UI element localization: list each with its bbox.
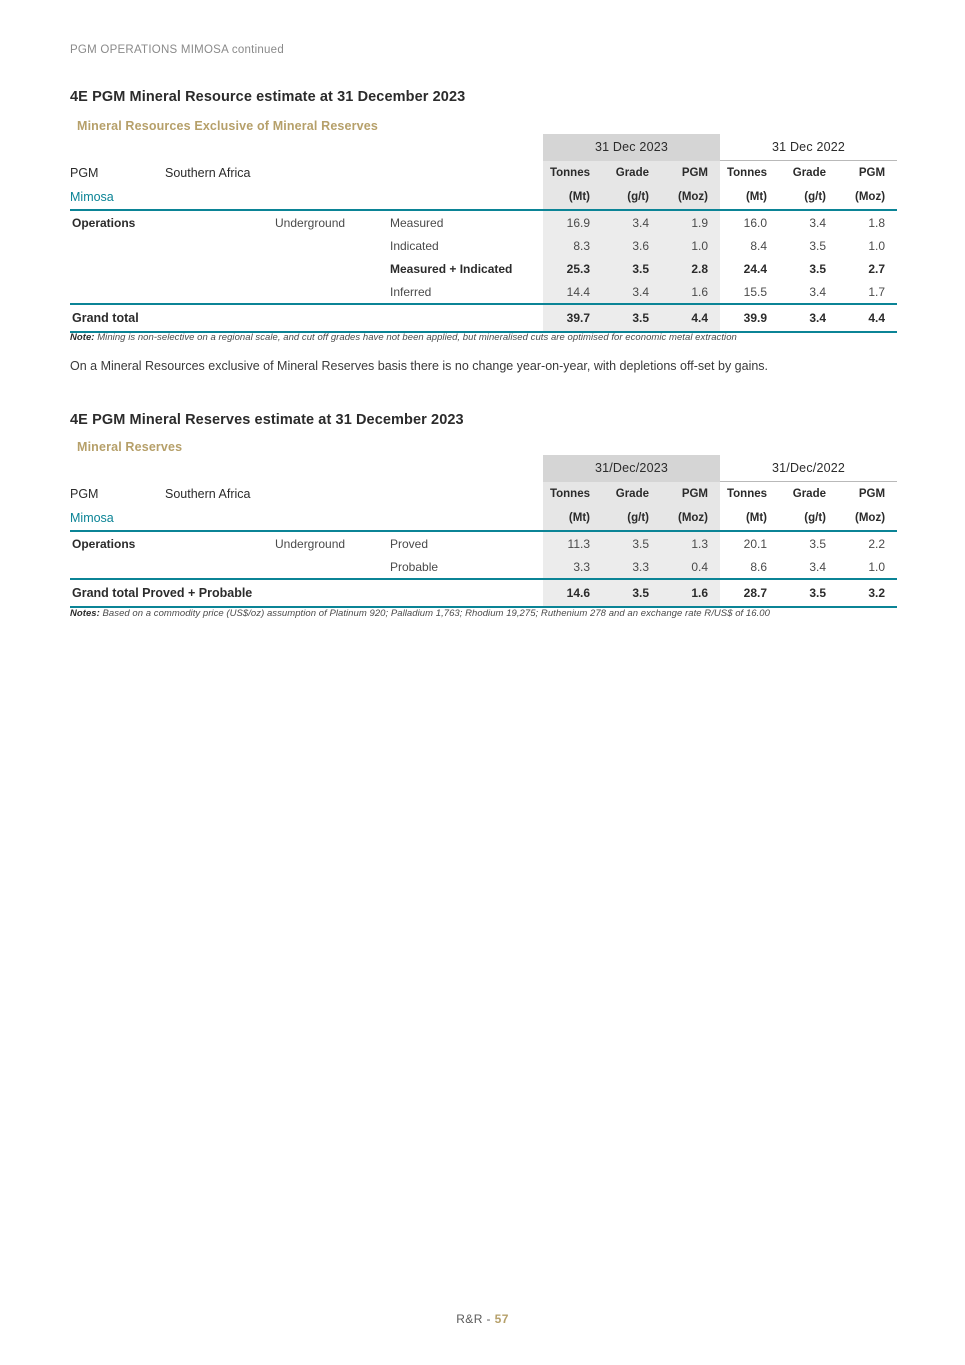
cell-tonnes-previous: 24.4 bbox=[743, 261, 768, 276]
table-header-unit-row bbox=[70, 185, 897, 210]
cell-tonnes-current: 25.3 bbox=[543, 257, 602, 280]
cell-pgm-previous: 2.2 bbox=[868, 536, 886, 551]
page-title-resources: 4E PGM Mineral Resource estimate at 31 December 2023 bbox=[70, 89, 466, 105]
metric-header-grade-previous: Grade bbox=[792, 488, 827, 500]
cell-grade-previous: 3.4 bbox=[809, 215, 827, 230]
metric-header-pgm-previous: PGM bbox=[858, 488, 886, 500]
cell-tonnes-previous: 8.4 bbox=[750, 238, 768, 253]
cell-total-grade-current: 3.5 bbox=[602, 304, 661, 332]
cell-total-tonnes-previous: 28.7 bbox=[720, 579, 779, 607]
cell-pgm-current: 0.4 bbox=[661, 555, 720, 579]
cell-operation bbox=[70, 555, 165, 579]
label-pgm: PGM bbox=[70, 165, 99, 180]
header-spacer bbox=[70, 134, 543, 161]
label-region: Southern Africa bbox=[165, 165, 251, 180]
unit-header-grade-current: (g/t) bbox=[602, 506, 661, 531]
cell-blank bbox=[165, 555, 275, 579]
cell-blank bbox=[165, 280, 275, 304]
subheading-resources: Mineral Resources Exclusive of Mineral Reserves bbox=[77, 119, 378, 133]
cell-operation bbox=[70, 280, 165, 304]
unit-spacer bbox=[165, 506, 543, 531]
mineral-reserves-table bbox=[70, 455, 897, 608]
cell-total-grade-previous: 3.5 bbox=[779, 579, 838, 607]
cell-grade-current: 3.4 bbox=[602, 210, 661, 234]
page-footer bbox=[0, 1312, 965, 1326]
note-text: Based on a commodity price (US$/oz) assumption of Platinum 920; Palladium 1,763; Rhodium 19,275; Ruthenium 278 and an exchange rate R/US$ of 16.00 bbox=[99, 608, 770, 619]
cell-grade-current: 3.5 bbox=[602, 257, 661, 280]
cell-grand-total-label: Grand total Proved + Probable bbox=[70, 579, 543, 607]
mineral-resources-table-wrap bbox=[70, 134, 896, 333]
unit-header-pgm-previous: (Moz) bbox=[838, 506, 897, 531]
period-header-current: 31/Dec/2023 bbox=[543, 455, 720, 482]
metric-header-grade-current: Grade bbox=[602, 161, 661, 186]
table-row bbox=[70, 280, 897, 304]
cell-grade-previous: 3.5 bbox=[809, 261, 827, 276]
metric-header-tonnes-previous: Tonnes bbox=[726, 488, 768, 500]
mineral-resources-table bbox=[70, 134, 897, 333]
cell-classification: Indicated bbox=[390, 238, 439, 253]
cell-grade-current: 3.6 bbox=[602, 234, 661, 257]
cell-method bbox=[275, 257, 390, 280]
cell-tonnes-previous: 15.5 bbox=[743, 284, 768, 299]
cell-classification: Inferred bbox=[390, 284, 432, 299]
unit-header-pgm-current: (Moz) bbox=[661, 185, 720, 210]
cell-operation: Operations bbox=[72, 215, 136, 230]
cell-pgm-previous: 1.0 bbox=[868, 559, 886, 574]
unit-header-tonnes-previous: (Mt) bbox=[720, 185, 779, 210]
cell-blank bbox=[165, 257, 275, 280]
mineral-reserves-table-wrap bbox=[70, 455, 896, 608]
metric-header-tonnes-previous: Tonnes bbox=[726, 167, 768, 179]
metric-header-pgm-current: PGM bbox=[661, 161, 720, 186]
unit-header-pgm-previous: (Moz) bbox=[838, 185, 897, 210]
note-label: Notes: bbox=[70, 608, 100, 619]
cell-pgm-previous: 1.7 bbox=[868, 284, 886, 299]
cell-method: Underground bbox=[275, 215, 346, 230]
cell-operation bbox=[70, 234, 165, 257]
cell-tonnes-previous: 16.0 bbox=[743, 215, 768, 230]
cell-pgm-current: 1.0 bbox=[661, 234, 720, 257]
cell-blank bbox=[165, 234, 275, 257]
cell-blank bbox=[165, 531, 275, 555]
footer-page-number: 57 bbox=[494, 1312, 509, 1326]
label-pgm: PGM bbox=[70, 486, 99, 501]
metric-header-tonnes-current: Tonnes bbox=[543, 482, 602, 507]
cell-blank bbox=[165, 210, 275, 234]
cell-total-pgm-previous: 3.2 bbox=[838, 579, 897, 607]
note-label: Note: bbox=[70, 332, 95, 343]
cell-pgm-current: 1.3 bbox=[661, 531, 720, 555]
page-title-reserves: 4E PGM Mineral Reserves estimate at 31 December 2023 bbox=[70, 412, 464, 428]
label-region: Southern Africa bbox=[165, 486, 251, 501]
cell-operation bbox=[70, 257, 165, 280]
cell-classification: Proved bbox=[390, 536, 429, 551]
footer-prefix: R&R - bbox=[456, 1312, 495, 1326]
unit-header-tonnes-previous: (Mt) bbox=[720, 506, 779, 531]
paragraph-resources-commentary: On a Mineral Resources exclusive of Mineral Reserves basis there is no change year-on-year, with depletions off-set by gains. bbox=[70, 359, 769, 373]
cell-tonnes-current: 3.3 bbox=[543, 555, 602, 579]
running-header: PGM OPERATIONS MIMOSA continued bbox=[70, 44, 284, 56]
cell-total-grade-previous: 3.4 bbox=[779, 304, 838, 332]
table-row bbox=[70, 234, 897, 257]
header-spacer bbox=[70, 455, 543, 482]
cell-classification: Measured bbox=[390, 215, 444, 230]
cell-total-pgm-current: 1.6 bbox=[661, 579, 720, 607]
cell-pgm-current: 2.8 bbox=[661, 257, 720, 280]
cell-total-pgm-previous: 4.4 bbox=[838, 304, 897, 332]
period-header-current: 31 Dec 2023 bbox=[543, 134, 720, 161]
cell-classification: Probable bbox=[390, 559, 439, 574]
cell-grade-current: 3.4 bbox=[602, 280, 661, 304]
label-entity-mimosa: Mimosa bbox=[70, 506, 165, 531]
subheading-reserves: Mineral Reserves bbox=[77, 440, 183, 454]
unit-header-grade-previous: (g/t) bbox=[779, 185, 838, 210]
cell-total-tonnes-current: 14.6 bbox=[543, 579, 602, 607]
unit-spacer bbox=[165, 185, 543, 210]
cell-grade-current: 3.3 bbox=[602, 555, 661, 579]
table-row bbox=[70, 555, 897, 579]
cell-grade-previous: 3.4 bbox=[809, 559, 827, 574]
table-row-grand-total bbox=[70, 579, 897, 607]
cell-pgm-previous: 1.0 bbox=[868, 238, 886, 253]
cell-method bbox=[275, 234, 390, 257]
note-reserves bbox=[70, 608, 770, 619]
cell-grade-previous: 3.4 bbox=[809, 284, 827, 299]
unit-header-grade-current: (g/t) bbox=[602, 185, 661, 210]
note-text: Mining is non-selective on a regional scale, and cut off grades have not been applied, but mineralised cuts are optimised for economic metal extraction bbox=[94, 332, 737, 343]
unit-header-grade-previous: (g/t) bbox=[779, 506, 838, 531]
cell-classification: Measured + Indicated bbox=[390, 261, 513, 276]
table-row bbox=[70, 210, 897, 234]
metric-header-pgm-current: PGM bbox=[661, 482, 720, 507]
cell-total-pgm-current: 4.4 bbox=[661, 304, 720, 332]
cell-grade-current: 3.5 bbox=[602, 531, 661, 555]
cell-method bbox=[275, 280, 390, 304]
table-header-metric-row bbox=[70, 482, 897, 507]
cell-total-tonnes-current: 39.7 bbox=[543, 304, 602, 332]
cell-method: Underground bbox=[275, 536, 346, 551]
cell-operation: Operations bbox=[72, 536, 136, 551]
cell-total-grade-current: 3.5 bbox=[602, 579, 661, 607]
table-header-period-row bbox=[70, 455, 897, 482]
table-header-period-row bbox=[70, 134, 897, 161]
cell-tonnes-current: 16.9 bbox=[543, 210, 602, 234]
cell-pgm-previous: 2.7 bbox=[868, 261, 886, 276]
cell-grade-previous: 3.5 bbox=[809, 238, 827, 253]
cell-pgm-current: 1.9 bbox=[661, 210, 720, 234]
table-row-subtotal bbox=[70, 257, 897, 280]
unit-header-tonnes-current: (Mt) bbox=[543, 506, 602, 531]
note-resources bbox=[70, 332, 737, 343]
cell-tonnes-previous: 8.6 bbox=[750, 559, 768, 574]
metric-header-grade-current: Grade bbox=[602, 482, 661, 507]
cell-tonnes-current: 14.4 bbox=[543, 280, 602, 304]
period-header-previous: 31 Dec 2022 bbox=[720, 134, 897, 161]
cell-method bbox=[275, 555, 390, 579]
cell-grade-previous: 3.5 bbox=[809, 536, 827, 551]
table-row bbox=[70, 531, 897, 555]
cell-pgm-current: 1.6 bbox=[661, 280, 720, 304]
cell-pgm-previous: 1.8 bbox=[868, 215, 886, 230]
table-header-metric-row bbox=[70, 161, 897, 186]
label-entity-mimosa: Mimosa bbox=[70, 185, 165, 210]
cell-tonnes-current: 11.3 bbox=[543, 531, 602, 555]
cell-tonnes-previous: 20.1 bbox=[743, 536, 768, 551]
cell-tonnes-current: 8.3 bbox=[543, 234, 602, 257]
cell-total-tonnes-previous: 39.9 bbox=[720, 304, 779, 332]
unit-header-pgm-current: (Moz) bbox=[661, 506, 720, 531]
table-row-grand-total bbox=[70, 304, 897, 332]
table-header-unit-row bbox=[70, 506, 897, 531]
period-header-previous: 31/Dec/2022 bbox=[720, 455, 897, 482]
metric-header-pgm-previous: PGM bbox=[858, 167, 886, 179]
cell-grand-total-label: Grand total bbox=[70, 304, 543, 332]
metric-header-grade-previous: Grade bbox=[792, 167, 827, 179]
unit-header-tonnes-current: (Mt) bbox=[543, 185, 602, 210]
metric-header-tonnes-current: Tonnes bbox=[543, 161, 602, 186]
